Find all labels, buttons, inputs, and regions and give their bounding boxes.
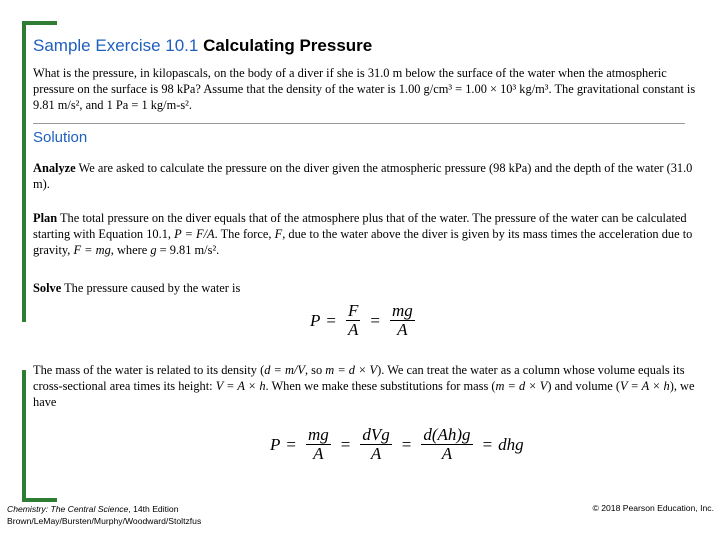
eq2-f3-den: A: [441, 444, 453, 463]
plan-eq-c: g: [150, 243, 157, 257]
plan-label: Plan: [33, 211, 58, 225]
question-text: What is the pressure, in kilopascals, on the body of a diver if she is 31.0 m below the surface of the water when the atmospheric pressure on the surface is 98 kPa? Assume that the density of the water is 1.00 g/cm³ = 1.00 × 10³ kg/m³. The gravitational constant is 9.81 m/s², and 1 Pa = 1 kg/m-s².: [33, 66, 696, 112]
analyze-label: Analyze: [33, 161, 76, 175]
eq2-f1-den: A: [313, 444, 324, 463]
eq1-fraction-f-over-a: [346, 302, 360, 339]
eq1-equals: =: [326, 310, 336, 330]
solve-text: The pressure caused by the water is: [64, 281, 241, 295]
footer-copyright: © 2018 Pearson Education, Inc.: [592, 503, 714, 513]
mass-e5: V = A × h: [619, 379, 670, 393]
solve-label: Solve: [33, 281, 62, 295]
eq1-fraction-mg-over-a: [390, 302, 415, 339]
eq1-f1-den: A: [347, 320, 359, 339]
footer-edition: , 14th Edition: [128, 504, 179, 514]
plan-text-c: , due to the water above the diver is given by its mass times the acceleration due to gravity,: [33, 227, 693, 257]
eq1-f2-num: mg: [391, 301, 413, 320]
mass-t4: . When we make these substitutions for mass (: [265, 379, 496, 393]
frame-bar-left-lower: [22, 370, 26, 501]
analyze-text: We are asked to calculate the pressure on the diver given the atmospheric pressure (98 kPa) and the depth of the water (31.0 m).: [33, 161, 693, 191]
eq1-f2-den: A: [397, 320, 408, 339]
divider: [33, 123, 685, 124]
mass-t5: ) and volume (: [547, 379, 620, 393]
eq2-lhs: P: [270, 434, 281, 454]
solve-paragraph: [33, 280, 701, 296]
frame-bar-left: [22, 21, 26, 322]
plan-text-a: The total pressure on the diver equals that of the atmosphere plus that of the water. The pressure of the water can be calculated starting with Equation 10.1,: [33, 211, 687, 241]
substitution-equation: [270, 426, 524, 463]
eq2-f2-den: A: [370, 444, 382, 463]
eq2-rhs: dhg: [498, 434, 524, 454]
mass-e3: V = A × h: [215, 379, 266, 393]
plan-eq-b: F = mg: [73, 243, 111, 257]
plan-text-e: = 9.81 m/s².: [159, 243, 220, 257]
eq2-fraction-2: [360, 426, 391, 463]
mass-t1: The mass of the water is related to its density (: [33, 363, 265, 377]
exercise-label: Sample Exercise 10.1: [33, 36, 199, 55]
plan-paragraph: [33, 210, 701, 258]
eq2-equals: =: [286, 434, 296, 454]
eq2-equals-4: =: [482, 434, 493, 454]
analyze-paragraph: [33, 160, 701, 192]
eq2-fraction-3: [421, 426, 472, 463]
eq1-f1-num: F: [347, 301, 359, 320]
plan-text-d: , where: [110, 243, 148, 257]
plan-text-b: . The force,: [214, 227, 272, 241]
exercise-title: Calculating Pressure: [203, 36, 373, 55]
mass-e2: m = d × V: [325, 363, 378, 377]
mass-t3: ). We can treat the water as a column whose volume equals its cross-sectional area times its height:: [33, 363, 685, 393]
mass-t2: , so: [304, 363, 323, 377]
plan-var-f: F: [274, 227, 283, 241]
eq1-equals-2: =: [370, 310, 380, 330]
mass-e1: d = m/V: [264, 363, 305, 377]
eq2-fraction-1: [306, 426, 331, 463]
solution-heading: Solution: [33, 129, 88, 146]
eq2-equals-2: =: [340, 434, 351, 454]
mass-paragraph: [33, 362, 701, 410]
footer-book-title: Chemistry: The Central Science: [7, 504, 129, 514]
eq2-f2-num: dVg: [362, 425, 390, 444]
mass-t6: ), we have: [33, 379, 695, 409]
eq2-f1-num: mg: [307, 425, 329, 444]
footer-citation: [7, 503, 201, 527]
pressure-equation: [310, 302, 419, 339]
eq2-f3-num: d(Ah)g: [423, 425, 471, 444]
footer-authors: Brown/LeMay/Bursten/Murphy/Woodward/Stoltzfus: [7, 516, 202, 526]
mass-e4: m = d × V: [495, 379, 548, 393]
frame-bar-top: [22, 21, 57, 25]
eq1-lhs: P: [310, 310, 321, 330]
plan-eq-a: P = F/A: [174, 227, 215, 241]
eq2-equals-3: =: [401, 434, 412, 454]
frame-bar-bottom: [22, 498, 57, 502]
page-title: [33, 36, 372, 56]
